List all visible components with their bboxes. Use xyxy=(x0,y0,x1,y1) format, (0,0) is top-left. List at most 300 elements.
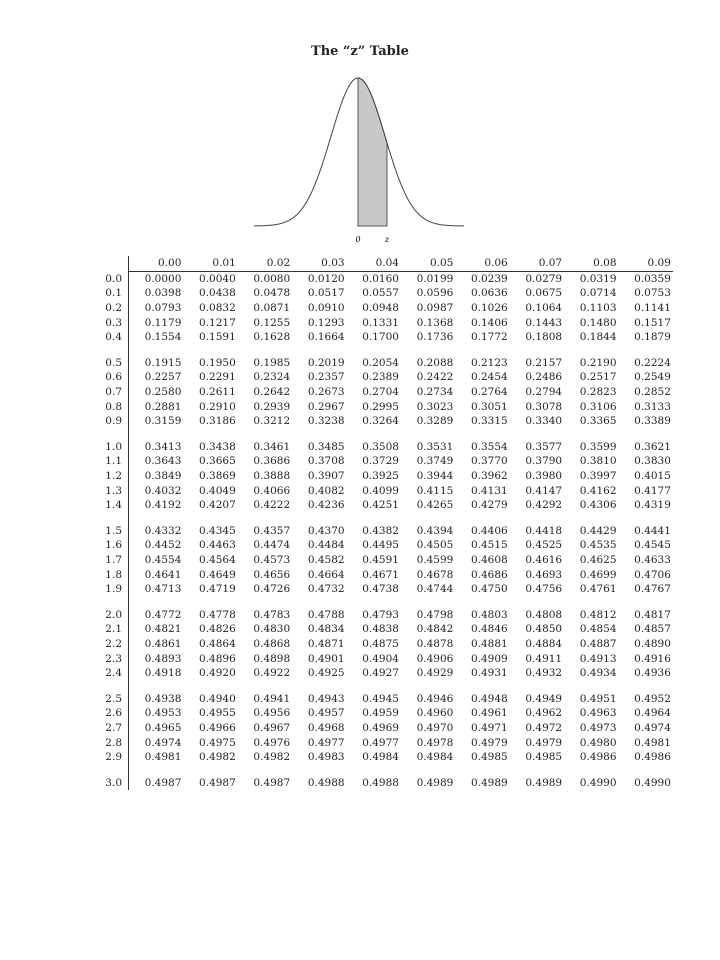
table-cell: 0.1255 xyxy=(253,316,291,329)
column-header: 0.08 xyxy=(564,256,618,271)
table-cell: 0.4236 xyxy=(307,499,345,512)
table-row xyxy=(92,651,673,666)
table-cell: 0.4633 xyxy=(634,553,671,566)
table-cell: 0.0636 xyxy=(470,287,508,300)
table-cell: 0.4916 xyxy=(634,652,671,665)
column-header: 0.03 xyxy=(292,256,346,271)
table-cell: 0.4505 xyxy=(416,539,454,552)
table-cell: 0.4981 xyxy=(144,751,182,764)
table-cell: 0.4713 xyxy=(144,583,182,596)
table-cell: 0.4608 xyxy=(470,553,508,566)
table-cell: 0.3365 xyxy=(579,415,617,428)
table-cell: 0.2190 xyxy=(579,356,617,369)
table-cell: 0.3888 xyxy=(253,470,291,483)
table-cell: 0.4979 xyxy=(525,736,563,749)
row-header: 2.4 xyxy=(92,666,129,681)
table-cell: 0.4949 xyxy=(525,692,563,705)
row-header: 2.1 xyxy=(92,622,129,637)
table-cell: 0.3869 xyxy=(199,470,236,483)
column-header: 0.02 xyxy=(238,256,292,271)
table-cell: 0.3315 xyxy=(470,415,508,428)
spacer-cell xyxy=(92,345,129,356)
table-cell: 0.1772 xyxy=(470,331,508,344)
table-row xyxy=(92,721,673,736)
table-cell: 0.4649 xyxy=(199,568,236,581)
table-cell: 0.2257 xyxy=(144,371,182,384)
table-row xyxy=(92,301,673,316)
row-header: 1.1 xyxy=(92,454,129,469)
row-header: 2.6 xyxy=(92,706,129,721)
table-cell: 0.3289 xyxy=(416,415,454,428)
table-cell: 0.3078 xyxy=(525,400,563,413)
row-header: 0.4 xyxy=(92,330,129,345)
table-cell: 0.4861 xyxy=(144,637,182,650)
table-cell: 0.4854 xyxy=(579,623,617,636)
table-cell: 0.4382 xyxy=(362,524,399,537)
table-cell: 0.2580 xyxy=(144,386,182,399)
table-cell: 0.1331 xyxy=(362,316,399,329)
table-cell: 0.4989 xyxy=(525,776,563,789)
table-cell: 0.3106 xyxy=(579,400,617,413)
table-cell: 0.4990 xyxy=(579,776,617,789)
table-cell: 0.4973 xyxy=(579,721,617,734)
table-cell: 0.2517 xyxy=(579,371,617,384)
table-cell: 0.4988 xyxy=(307,776,345,789)
group-spacer xyxy=(92,764,673,775)
table-cell: 0.4987 xyxy=(199,776,236,789)
table-cell: 0.0987 xyxy=(416,302,454,315)
table-cell: 0.4554 xyxy=(144,553,182,566)
shaded-area xyxy=(358,78,387,226)
row-header: 2.5 xyxy=(92,691,129,706)
table-cell: 0.4484 xyxy=(307,539,345,552)
table-cell: 0.2486 xyxy=(525,371,563,384)
table-cell: 0.4474 xyxy=(253,539,291,552)
table-row xyxy=(92,567,673,582)
table-cell: 0.3186 xyxy=(199,415,236,428)
table-cell: 0.4884 xyxy=(525,637,563,650)
table-cell: 0.1915 xyxy=(144,356,182,369)
table-cell: 0.4987 xyxy=(144,776,182,789)
table-cell: 0.3962 xyxy=(470,470,508,483)
table-row xyxy=(92,666,673,681)
row-header: 0.6 xyxy=(92,370,129,385)
table-cell: 0.3770 xyxy=(470,455,508,468)
table-cell: 0.2967 xyxy=(307,400,345,413)
table-cell: 0.4989 xyxy=(470,776,508,789)
table-cell: 0.1217 xyxy=(199,316,236,329)
table-row xyxy=(92,538,673,553)
table-cell: 0.3133 xyxy=(634,400,671,413)
table-cell: 0.3159 xyxy=(144,415,182,428)
table-cell: 0.1628 xyxy=(253,331,291,344)
table-cell: 0.0359 xyxy=(634,272,671,285)
table-cell: 0.4946 xyxy=(416,692,454,705)
table-cell: 0.4943 xyxy=(307,692,345,705)
table-cell: 0.1443 xyxy=(525,316,563,329)
table-cell: 0.4306 xyxy=(579,499,617,512)
table-cell: 0.4573 xyxy=(253,553,291,566)
table-cell: 0.4332 xyxy=(144,524,182,537)
table-cell: 0.1664 xyxy=(307,331,345,344)
table-cell: 0.4625 xyxy=(579,553,617,566)
group-spacer xyxy=(92,345,673,356)
table-cell: 0.4162 xyxy=(579,484,617,497)
table-row xyxy=(92,524,673,539)
table-cell: 0.4131 xyxy=(470,484,508,497)
table-row xyxy=(92,750,673,765)
row-header: 2.3 xyxy=(92,651,129,666)
row-header: 2.0 xyxy=(92,607,129,622)
table-cell: 0.0753 xyxy=(634,287,671,300)
table-cell: 0.4989 xyxy=(416,776,454,789)
table-cell: 0.4693 xyxy=(525,568,563,581)
table-cell: 0.4744 xyxy=(416,583,454,596)
column-header: 0.09 xyxy=(619,256,673,271)
table-cell: 0.4406 xyxy=(470,524,508,537)
table-cell: 0.0319 xyxy=(579,272,617,285)
spacer-cell xyxy=(129,513,673,524)
table-cell: 0.4495 xyxy=(362,539,399,552)
table-cell: 0.4961 xyxy=(470,707,508,720)
table-cell: 0.0398 xyxy=(144,287,182,300)
table-cell: 0.4966 xyxy=(199,721,236,734)
table-row xyxy=(92,414,673,429)
table-cell: 0.4904 xyxy=(362,652,399,665)
table-row xyxy=(92,370,673,385)
row-header: 1.5 xyxy=(92,524,129,539)
table-cell: 0.3554 xyxy=(470,440,508,453)
zero-label: 0 xyxy=(355,235,361,244)
table-cell: 0.0120 xyxy=(307,272,345,285)
table-cell: 0.4968 xyxy=(307,721,345,734)
table-cell: 0.4441 xyxy=(634,524,671,537)
table-cell: 0.4370 xyxy=(307,524,345,537)
table-row xyxy=(92,469,673,484)
table-cell: 0.1736 xyxy=(416,331,454,344)
table-cell: 0.2704 xyxy=(362,386,399,399)
table-cell: 0.4945 xyxy=(362,692,399,705)
table-cell: 0.3531 xyxy=(416,440,454,453)
table-cell: 0.4972 xyxy=(525,721,563,734)
table-cell: 0.0199 xyxy=(416,272,454,285)
table-cell: 0.4909 xyxy=(470,652,508,665)
table-cell: 0.2764 xyxy=(470,386,508,399)
table-cell: 0.3051 xyxy=(470,400,508,413)
spacer-cell xyxy=(92,680,129,691)
table-cell: 0.4599 xyxy=(416,553,454,566)
table-cell: 0.2852 xyxy=(634,386,671,399)
table-cell: 0.4982 xyxy=(253,751,291,764)
table-cell: 0.3023 xyxy=(416,400,454,413)
table-row xyxy=(92,440,673,455)
row-header: 0.7 xyxy=(92,385,129,400)
table-cell: 0.2881 xyxy=(144,400,182,413)
spacer-cell xyxy=(129,764,673,775)
column-header: 0.05 xyxy=(401,256,455,271)
table-cell: 0.4357 xyxy=(253,524,291,537)
spacer-cell xyxy=(92,429,129,440)
table-cell: 0.4099 xyxy=(362,484,399,497)
table-cell: 0.1141 xyxy=(634,302,671,315)
table-cell: 0.4931 xyxy=(470,667,508,680)
table-cell: 0.3599 xyxy=(579,440,617,453)
table-cell: 0.4798 xyxy=(416,608,454,621)
spacer-cell xyxy=(129,345,673,356)
table-cell: 0.0517 xyxy=(307,287,345,300)
table-cell: 0.4808 xyxy=(525,608,563,621)
table-cell: 0.0714 xyxy=(579,287,617,300)
table-cell: 0.4292 xyxy=(525,499,563,512)
table-cell: 0.4976 xyxy=(253,736,291,749)
row-header: 1.8 xyxy=(92,567,129,582)
table-cell: 0.3729 xyxy=(362,455,399,468)
table-row xyxy=(92,637,673,652)
table-cell: 0.4732 xyxy=(307,583,345,596)
table-cell: 0.3643 xyxy=(144,455,182,468)
table-cell: 0.4207 xyxy=(199,499,236,512)
table-cell: 0.4984 xyxy=(362,751,399,764)
row-header: 2.8 xyxy=(92,735,129,750)
table-cell: 0.4515 xyxy=(470,539,508,552)
table-cell: 0.3621 xyxy=(634,440,671,453)
table-cell: 0.3997 xyxy=(579,470,617,483)
table-cell: 0.3413 xyxy=(144,440,182,453)
table-cell: 0.0675 xyxy=(525,287,563,300)
table-cell: 0.4988 xyxy=(362,776,399,789)
table-cell: 0.4817 xyxy=(634,608,671,621)
table-cell: 0.4032 xyxy=(144,484,182,497)
table-cell: 0.4251 xyxy=(362,499,399,512)
group-spacer xyxy=(92,513,673,524)
table-cell: 0.4938 xyxy=(144,692,182,705)
table-cell: 0.1293 xyxy=(307,316,345,329)
table-cell: 0.2357 xyxy=(307,371,345,384)
table-cell: 0.4977 xyxy=(362,736,399,749)
row-header: 0.9 xyxy=(92,414,129,429)
spacer-cell xyxy=(92,513,129,524)
table-cell: 0.2642 xyxy=(253,386,291,399)
table-cell: 0.2939 xyxy=(253,400,291,413)
table-cell: 0.3790 xyxy=(525,455,563,468)
table-cell: 0.4951 xyxy=(579,692,617,705)
row-header: 1.7 xyxy=(92,553,129,568)
table-cell: 0.2389 xyxy=(362,371,399,384)
table-cell: 0.4846 xyxy=(470,623,508,636)
table-cell: 0.4934 xyxy=(579,667,617,680)
row-header: 3.0 xyxy=(92,775,129,790)
table-cell: 0.4990 xyxy=(634,776,671,789)
row-header: 0.0 xyxy=(92,271,129,286)
table-cell: 0.2823 xyxy=(579,386,617,399)
table-cell: 0.4948 xyxy=(470,692,508,705)
table-cell: 0.4981 xyxy=(634,736,671,749)
table-cell: 0.1950 xyxy=(199,356,236,369)
table-cell: 0.1591 xyxy=(199,331,236,344)
table-row xyxy=(92,330,673,345)
table-cell: 0.1103 xyxy=(579,302,617,315)
table-cell: 0.4545 xyxy=(634,539,671,552)
table-row xyxy=(92,286,673,301)
table-cell: 0.4850 xyxy=(525,623,563,636)
table-cell: 0.1179 xyxy=(144,316,182,329)
table-cell: 0.4772 xyxy=(144,608,182,621)
table-cell: 0.3925 xyxy=(362,470,399,483)
spacer-cell xyxy=(92,764,129,775)
table-cell: 0.4878 xyxy=(416,637,454,650)
table-cell: 0.4842 xyxy=(416,623,454,636)
table-cell: 0.4964 xyxy=(634,707,671,720)
table-cell: 0.3438 xyxy=(199,440,236,453)
table-cell: 0.4834 xyxy=(307,623,345,636)
table-cell: 0.4927 xyxy=(362,667,399,680)
page-title: The “z” Table xyxy=(311,44,409,59)
spacer-cell xyxy=(129,596,673,607)
row-header: 1.6 xyxy=(92,538,129,553)
table-cell: 0.0557 xyxy=(362,287,399,300)
table-cell: 0.4953 xyxy=(144,707,182,720)
table-cell: 0.4066 xyxy=(253,484,291,497)
table-cell: 0.4932 xyxy=(525,667,563,680)
table-cell: 0.3830 xyxy=(634,455,671,468)
table-cell: 0.4967 xyxy=(253,721,291,734)
table-cell: 0.4082 xyxy=(307,484,345,497)
table-cell: 0.4591 xyxy=(362,553,399,566)
table-cell: 0.1879 xyxy=(634,331,671,344)
table-cell: 0.4984 xyxy=(416,751,454,764)
row-header: 1.2 xyxy=(92,469,129,484)
row-header: 1.0 xyxy=(92,440,129,455)
table-cell: 0.4812 xyxy=(579,608,617,621)
table-cell: 0.4977 xyxy=(307,736,345,749)
table-cell: 0.4871 xyxy=(307,637,345,650)
table-cell: 0.3686 xyxy=(253,455,291,468)
table-cell: 0.3665 xyxy=(199,455,236,468)
table-cell: 0.4192 xyxy=(144,499,182,512)
table-row xyxy=(92,315,673,330)
table-cell: 0.4783 xyxy=(253,608,291,621)
table-cell: 0.0438 xyxy=(199,287,236,300)
row-header: 2.9 xyxy=(92,750,129,765)
table-cell: 0.4678 xyxy=(416,568,454,581)
table-cell: 0.1406 xyxy=(470,316,508,329)
table-cell: 0.4956 xyxy=(253,707,291,720)
table-cell: 0.4564 xyxy=(199,553,236,566)
table-cell: 0.1808 xyxy=(525,331,563,344)
table-cell: 0.2054 xyxy=(362,356,399,369)
column-header: 0.01 xyxy=(183,256,237,271)
table-cell: 0.1517 xyxy=(634,316,671,329)
table-cell: 0.4826 xyxy=(199,623,236,636)
table-cell: 0.4582 xyxy=(307,553,345,566)
table-cell: 0.4971 xyxy=(470,721,508,734)
table-row xyxy=(92,454,673,469)
table-cell: 0.4898 xyxy=(253,652,291,665)
table-cell: 0.1368 xyxy=(416,316,454,329)
spacer-cell xyxy=(129,429,673,440)
table-cell: 0.4049 xyxy=(199,484,236,497)
column-header: 0.07 xyxy=(510,256,564,271)
table-cell: 0.4656 xyxy=(253,568,291,581)
table-cell: 0.4929 xyxy=(416,667,454,680)
table-cell: 0.3980 xyxy=(525,470,563,483)
table-cell: 0.4857 xyxy=(634,623,671,636)
table-cell: 0.3238 xyxy=(307,415,345,428)
table-cell: 0.2611 xyxy=(199,386,236,399)
table-row xyxy=(92,775,673,790)
table-cell: 0.4970 xyxy=(416,721,454,734)
row-header: 1.3 xyxy=(92,483,129,498)
table-cell: 0.4985 xyxy=(525,751,563,764)
table-cell: 0.0832 xyxy=(199,302,236,315)
table-cell: 0.1064 xyxy=(525,302,563,315)
column-header: 0.00 xyxy=(129,256,184,271)
table-cell: 0.4429 xyxy=(579,524,617,537)
row-header: 2.7 xyxy=(92,721,129,736)
table-cell: 0.4901 xyxy=(307,652,345,665)
table-cell: 0.4821 xyxy=(144,623,182,636)
table-cell: 0.2794 xyxy=(525,386,563,399)
table-row xyxy=(92,399,673,414)
table-cell: 0.4535 xyxy=(579,539,617,552)
table-cell: 0.4974 xyxy=(144,736,182,749)
table-cell: 0.4893 xyxy=(144,652,182,665)
table-cell: 0.4279 xyxy=(470,499,508,512)
row-header: 1.4 xyxy=(92,498,129,513)
table-cell: 0.4940 xyxy=(199,692,236,705)
table-cell: 0.4864 xyxy=(199,637,236,650)
table-cell: 0.4974 xyxy=(634,721,671,734)
table-row xyxy=(92,735,673,750)
table-cell: 0.4959 xyxy=(362,707,399,720)
table-cell: 0.2910 xyxy=(199,400,236,413)
table-cell: 0.4803 xyxy=(470,608,508,621)
table-cell: 0.4922 xyxy=(253,667,291,680)
table-cell: 0.4890 xyxy=(634,637,671,650)
table-cell: 0.0160 xyxy=(362,272,399,285)
table-cell: 0.2549 xyxy=(634,371,671,384)
row-header: 0.2 xyxy=(92,301,129,316)
table-cell: 0.4463 xyxy=(199,539,236,552)
table-row xyxy=(92,706,673,721)
table-cell: 0.0948 xyxy=(362,302,399,315)
table-cell: 0.4830 xyxy=(253,623,291,636)
table-cell: 0.4952 xyxy=(634,692,671,705)
table-cell: 0.4706 xyxy=(634,568,671,581)
table-cell: 0.4911 xyxy=(525,652,563,665)
table-cell: 0.4936 xyxy=(634,667,671,680)
table-cell: 0.2995 xyxy=(362,400,399,413)
table-cell: 0.3577 xyxy=(525,440,563,453)
table-cell: 0.3749 xyxy=(416,455,454,468)
table-cell: 0.4671 xyxy=(362,568,399,581)
table-cell: 0.4664 xyxy=(307,568,345,581)
table-cell: 0.0871 xyxy=(253,302,291,315)
table-cell: 0.3907 xyxy=(307,470,345,483)
table-cell: 0.4941 xyxy=(253,692,291,705)
table-cell: 0.2224 xyxy=(634,356,671,369)
table-cell: 0.4960 xyxy=(416,707,454,720)
table-cell: 0.4750 xyxy=(470,583,508,596)
table-cell: 0.4265 xyxy=(416,499,454,512)
table-cell: 0.3944 xyxy=(416,470,454,483)
table-cell: 0.1985 xyxy=(253,356,291,369)
table-cell: 0.4963 xyxy=(579,707,617,720)
table-cell: 0.2422 xyxy=(416,371,454,384)
table-cell: 0.4987 xyxy=(253,776,291,789)
group-spacer xyxy=(92,596,673,607)
table-cell: 0.4986 xyxy=(579,751,617,764)
